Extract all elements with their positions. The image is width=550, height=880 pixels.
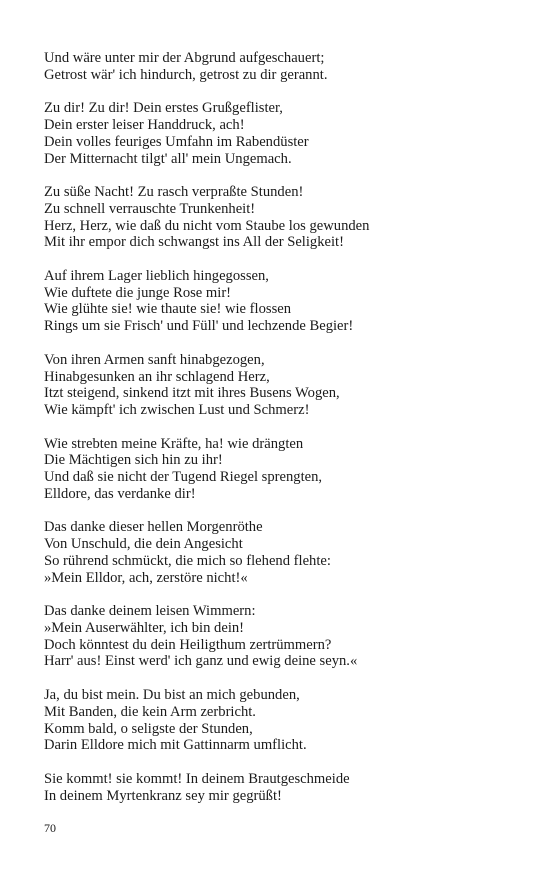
poem-line: Das danke deinem leisen Wimmern: (44, 603, 256, 620)
poem-line: Wie duftete die junge Rose mir! (44, 284, 232, 301)
poem-line: Auf ihrem Lager lieblich hingegossen, (44, 268, 269, 285)
stanza (44, 268, 524, 335)
poem-line: Von ihren Armen sanft hinabgezogen, (44, 351, 265, 368)
poem-line: Und wäre unter mir der Abgrund aufgeschauert; (44, 50, 325, 66)
poem-line: Harr' aus! Einst werd' ich ganz und ewig deine seyn.« (44, 653, 358, 670)
poem-line: Herz, Herz, wie daß du nicht vom Staube los gewunden (44, 217, 370, 234)
poem-line: Dein volles feuriges Umfahn im Rabendüster (44, 133, 309, 150)
poem-line: Zu süße Nacht! Zu rasch verpraßte Stunden! (44, 184, 304, 201)
stanza (44, 50, 524, 83)
poem-line: Rings um sie Frisch' und Füll' und lechzende Begier! (44, 318, 354, 335)
poem-line: Von Unschuld, die dein Angesicht (44, 536, 243, 553)
poem-line: Komm bald, o seligste der Stunden, (44, 720, 253, 737)
poem-line: Wie strebten meine Kräfte, ha! wie drängten (44, 435, 304, 452)
poem-line: Elldore, das verdanke dir! (44, 485, 196, 502)
stanza (44, 352, 524, 419)
poem-line: Zu dir! Zu dir! Dein erstes Grußgeflister, (44, 100, 283, 117)
poem-line: Wie kämpft' ich zwischen Lust und Schmerz! (44, 401, 310, 418)
poem-line: »Mein Elldor, ach, zerstöre nicht!« (44, 569, 248, 586)
stanza (44, 771, 524, 804)
poem-line: Das danke dieser hellen Morgenröthe (44, 519, 263, 536)
poem-line: Der Mitternacht tilgt' all' mein Ungemach. (44, 150, 292, 167)
poem-line: Sie kommt! sie kommt! In deinem Brautgeschmeide (44, 770, 350, 787)
poem-line: Doch könntest du dein Heiligthum zertrümmern? (44, 636, 332, 653)
poem-line: Itzt steigend, sinkend itzt mit ihres Busens Wogen, (44, 385, 340, 402)
poem-line: Dein erster leiser Handdruck, ach! (44, 117, 245, 134)
poem-line: Mit Banden, die kein Arm zerbricht. (44, 703, 256, 720)
poem-line: Mit ihr empor dich schwangst ins All der Seligkeit! (44, 234, 344, 251)
poem-line: So rührend schmückt, die mich so flehend flehte: (44, 552, 331, 569)
poem-line: »Mein Auserwählter, ich bin dein! (44, 619, 245, 636)
poem-line: Die Mächtigen sich hin zu ihr! (44, 452, 223, 469)
stanza (44, 603, 524, 670)
poem-line: Hinabgesunken an ihr schlagend Herz, (44, 368, 270, 385)
poem-line: Ja, du bist mein. Du bist an mich gebunden, (44, 687, 300, 704)
poem-line: Wie glühte sie! wie thaute sie! wie flossen (44, 301, 292, 318)
poem-line: Zu schnell verrauschte Trunkenheit! (44, 200, 256, 217)
stanza (44, 184, 524, 251)
stanza (44, 436, 524, 503)
stanza (44, 519, 524, 586)
poem-line: Getrost wär' ich hindurch, getrost zu dir gerannt. (44, 66, 328, 83)
poem-line: Und daß sie nicht der Tugend Riegel sprengten, (44, 469, 323, 486)
poem-page (44, 50, 524, 821)
poem-line: In deinem Myrtenkranz sey mir gegrüßt! (44, 787, 282, 804)
stanza (44, 687, 524, 754)
page-number: 70 (44, 821, 56, 835)
poem-line: Darin Elldore mich mit Gattinnarm umflicht. (44, 737, 307, 754)
stanza (44, 100, 524, 167)
